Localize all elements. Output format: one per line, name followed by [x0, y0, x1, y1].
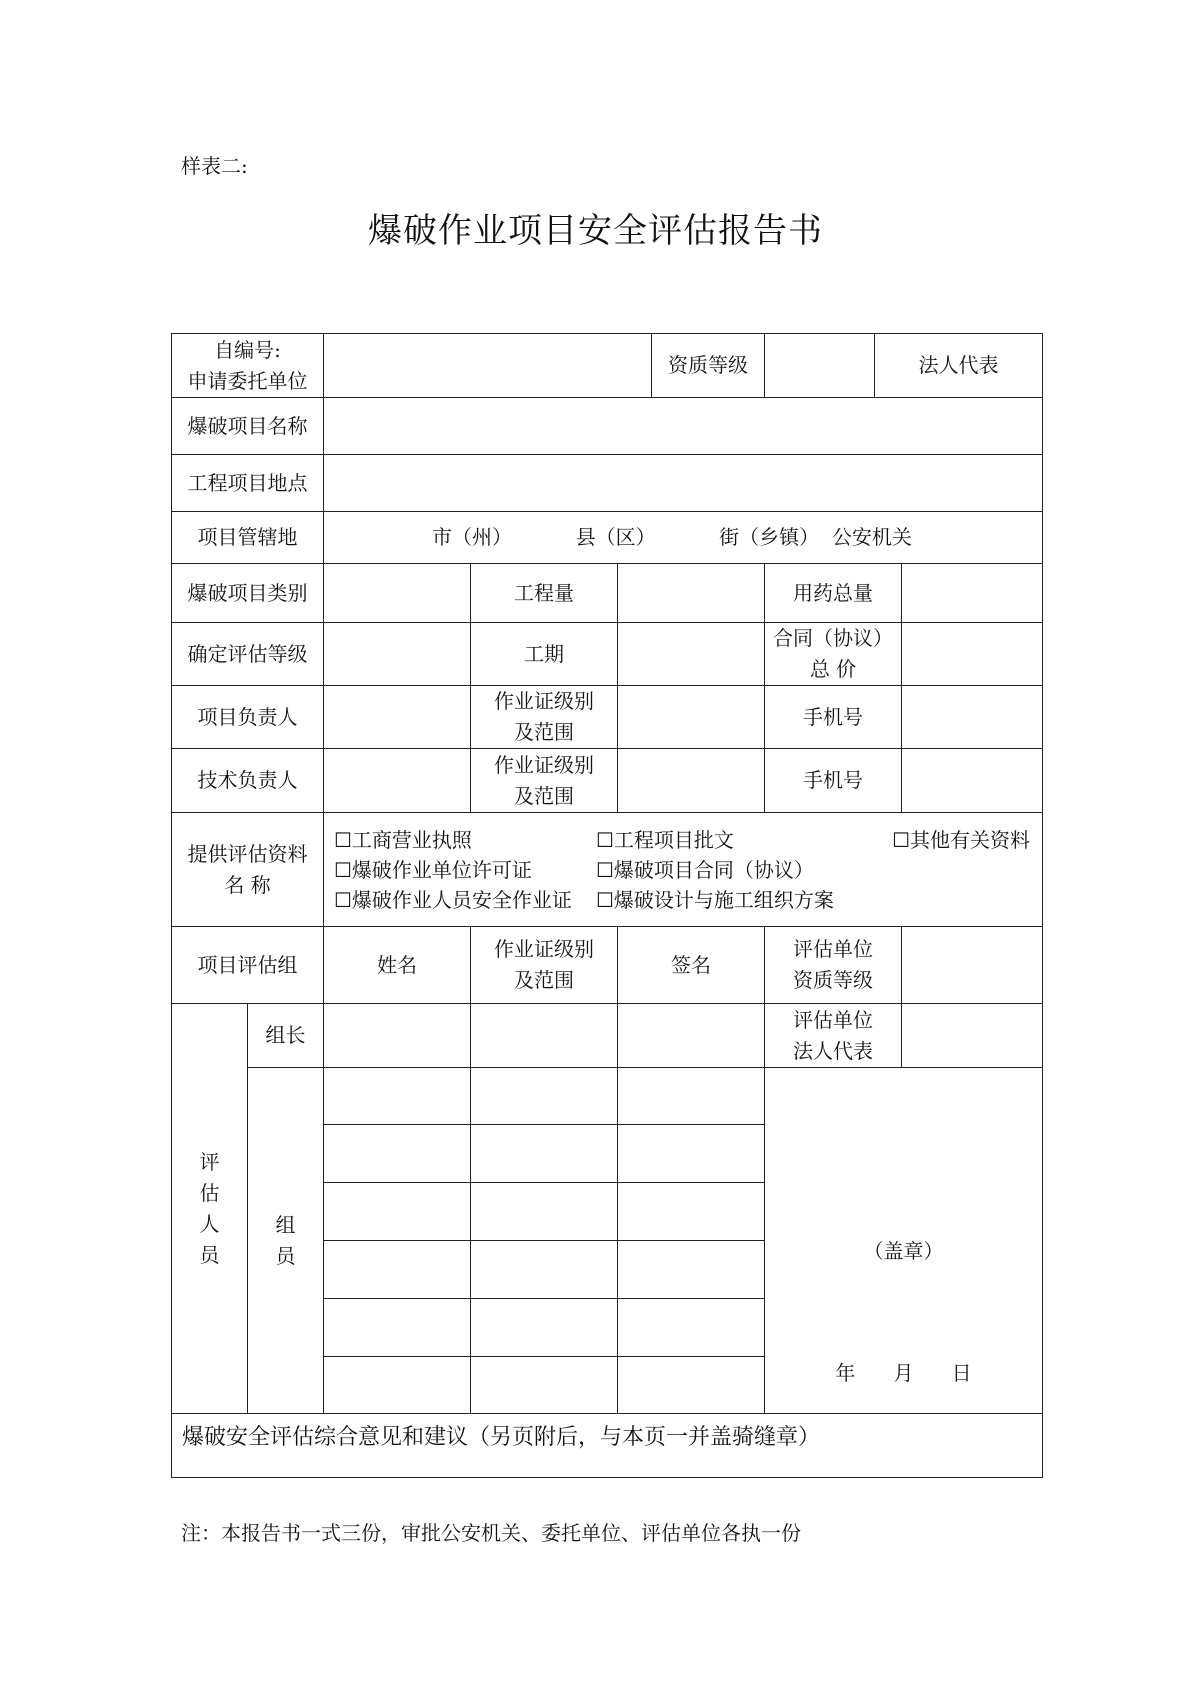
unit-legal-rep-label-line1: 评估单位	[793, 1007, 874, 1032]
unit-qualification-label-line2: 资质等级	[793, 968, 874, 992]
member-3-cert-field[interactable]	[471, 1183, 618, 1241]
checkbox-project-contract[interactable]: ☐爆破项目合同（协议）	[596, 857, 814, 882]
unit-qualification-field[interactable]	[902, 927, 1043, 1004]
group-leader-name-field[interactable]	[324, 1004, 471, 1068]
member-cert-header	[471, 927, 618, 1004]
materials-label-line2: 名 称	[224, 872, 271, 897]
leader-cert-label-line2: 及范围	[514, 720, 574, 744]
member-1-name-field[interactable]	[324, 1068, 471, 1125]
legal-rep-label: 法人代表	[875, 334, 1043, 398]
tech-cert-field[interactable]	[618, 749, 765, 813]
unit-qualification-label	[765, 927, 902, 1004]
materials-checklist	[324, 813, 1043, 927]
tech-cert-label	[471, 749, 618, 813]
members-char-2: 员	[275, 1243, 296, 1268]
member-5-signature-field[interactable]	[618, 1299, 765, 1357]
checkbox-blasting-permit[interactable]: ☐爆破作业单位许可证	[334, 857, 532, 882]
personnel-char-1: 评	[199, 1149, 220, 1174]
member-1-signature-field[interactable]	[618, 1068, 765, 1125]
member-signature-header: 签名	[618, 927, 765, 1004]
member-2-name-field[interactable]	[324, 1125, 471, 1183]
project-site-field[interactable]	[324, 455, 1043, 512]
member-6-signature-field[interactable]	[618, 1357, 765, 1414]
stamp-area	[765, 1068, 1043, 1414]
stamp-label: （盖章）	[863, 1239, 944, 1263]
member-6-name-field[interactable]	[324, 1357, 471, 1414]
work-quantity-label: 工程量	[471, 564, 618, 623]
unit-legal-rep-label	[765, 1004, 902, 1068]
assessment-grade-label: 确定评估等级	[172, 623, 324, 686]
member-5-name-field[interactable]	[324, 1299, 471, 1357]
leader-cert-label-line1: 作业证级别	[494, 689, 594, 713]
project-category-label: 爆破项目类别	[172, 564, 324, 623]
member-cert-header-line2: 及范围	[514, 968, 574, 992]
page-title: 爆破作业项目安全评估报告书	[368, 211, 823, 251]
members-char-1: 组	[275, 1212, 296, 1237]
materials-label	[172, 813, 324, 927]
personnel-char-3: 人	[199, 1211, 220, 1236]
footnote: 注：本报告书一式三份，审批公安机关、委托单位、评估单位各执一份	[181, 1521, 801, 1545]
checkbox-business-license[interactable]: ☐工商营业执照	[334, 827, 472, 852]
tech-phone-field[interactable]	[902, 749, 1043, 813]
serial-number-label: 自编号:	[214, 337, 281, 362]
technical-leader-label: 技术负责人	[172, 749, 324, 813]
group-leader-signature-field[interactable]	[618, 1004, 765, 1068]
applicant-label-cell	[172, 334, 324, 398]
assessment-opinion-field[interactable]: 爆破安全评估综合意见和建议（另页附后，与本页一并盖骑缝章）	[172, 1414, 1043, 1478]
member-name-header: 姓名	[324, 927, 471, 1004]
group-leader-label: 组长	[248, 1004, 324, 1068]
form-sample-label: 样表二:	[181, 154, 248, 178]
unit-legal-rep-field[interactable]	[902, 1004, 1043, 1068]
technical-leader-field[interactable]	[324, 749, 471, 813]
project-name-label: 爆破项目名称	[172, 398, 324, 455]
assessment-personnel-label	[172, 1004, 248, 1414]
tech-cert-label-line2: 及范围	[514, 783, 574, 808]
member-2-cert-field[interactable]	[471, 1125, 618, 1183]
assessment-grade-field[interactable]	[324, 623, 471, 686]
qualification-grade-label: 资质等级	[652, 334, 765, 398]
member-4-name-field[interactable]	[324, 1241, 471, 1299]
project-site-label: 工程项目地点	[172, 455, 324, 512]
qualification-grade-field[interactable]	[765, 334, 875, 398]
explosive-total-label: 用药总量	[765, 564, 902, 623]
checkbox-project-approval[interactable]: ☐工程项目批文	[596, 827, 734, 852]
leader-phone-label: 手机号	[765, 686, 902, 749]
group-members-label	[248, 1068, 324, 1414]
checkbox-other-materials[interactable]: ☐其他有关资料	[892, 827, 1031, 852]
member-2-signature-field[interactable]	[618, 1125, 765, 1183]
project-leader-field[interactable]	[324, 686, 471, 749]
contract-price-label	[765, 623, 902, 686]
member-4-cert-field[interactable]	[471, 1241, 618, 1299]
member-6-cert-field[interactable]	[471, 1357, 618, 1414]
assessment-group-label: 项目评估组	[172, 927, 324, 1004]
jurisdiction-field[interactable]: 市（州） 县（区） 街（乡镇） 公安机关	[324, 512, 1043, 564]
leader-phone-field[interactable]	[902, 686, 1043, 749]
project-name-field[interactable]	[324, 398, 1043, 455]
unit-legal-rep-label-line2: 法人代表	[793, 1038, 874, 1063]
project-leader-label: 项目负责人	[172, 686, 324, 749]
leader-cert-field[interactable]	[618, 686, 765, 749]
personnel-char-2: 估	[199, 1180, 220, 1205]
member-5-cert-field[interactable]	[471, 1299, 618, 1357]
personnel-char-4: 员	[199, 1242, 220, 1267]
applicant-unit-label: 申请委托单位	[187, 368, 308, 393]
applicant-unit-field[interactable]	[324, 334, 652, 398]
member-cert-header-line1: 作业证级别	[494, 937, 594, 961]
member-4-signature-field[interactable]	[618, 1241, 765, 1299]
tech-phone-label: 手机号	[765, 749, 902, 813]
unit-qualification-label-line1: 评估单位	[793, 937, 874, 961]
materials-label-line1: 提供评估资料	[187, 841, 308, 866]
stamp-date: 年 月 日	[835, 1361, 972, 1385]
contract-price-field[interactable]	[902, 623, 1043, 686]
member-3-signature-field[interactable]	[618, 1183, 765, 1241]
leader-cert-label	[471, 686, 618, 749]
work-quantity-field[interactable]	[618, 564, 765, 623]
tech-cert-label-line1: 作业证级别	[494, 752, 594, 777]
contract-price-label-line1: 合同（协议）	[773, 626, 894, 650]
member-3-name-field[interactable]	[324, 1183, 471, 1241]
explosive-total-field[interactable]	[902, 564, 1043, 623]
work-period-field[interactable]	[618, 623, 765, 686]
assessment-form-table	[171, 333, 1043, 1478]
checkbox-personnel-certificate[interactable]: ☐爆破作业人员安全作业证	[334, 887, 572, 912]
contract-price-label-line2: 总 价	[809, 657, 857, 681]
jurisdiction-label: 项目管辖地	[172, 512, 324, 564]
project-category-field[interactable]	[324, 564, 471, 623]
member-1-cert-field[interactable]	[471, 1068, 618, 1125]
checkbox-design-plan[interactable]: ☐爆破设计与施工组织方案	[596, 887, 834, 912]
group-leader-cert-field[interactable]	[471, 1004, 618, 1068]
work-period-label: 工期	[471, 623, 618, 686]
